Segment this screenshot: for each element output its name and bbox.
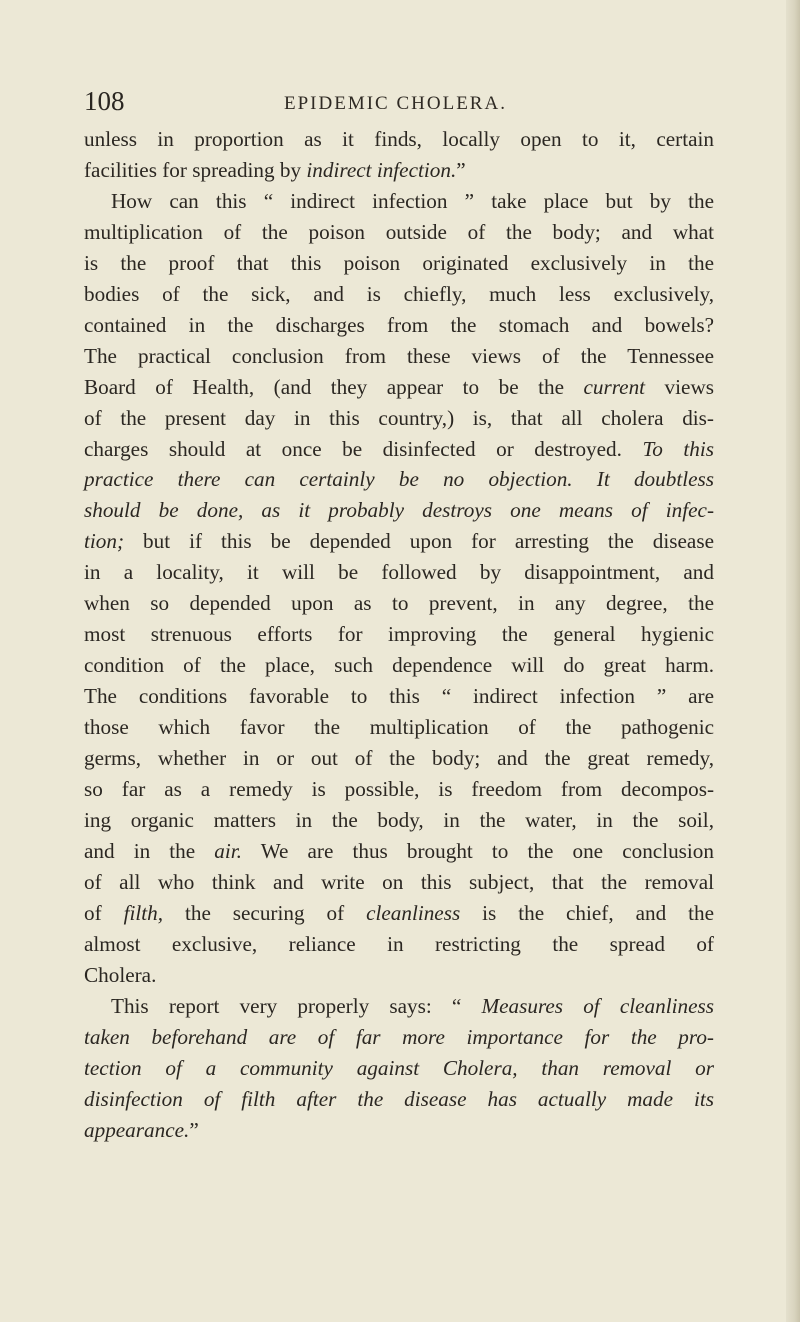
text-line bbox=[84, 1084, 714, 1115]
italic-run: appearance. bbox=[84, 1117, 190, 1142]
text-run: is the chief, and the bbox=[460, 900, 715, 925]
text-run: facilities for spreading by bbox=[84, 157, 307, 182]
text-line bbox=[84, 681, 714, 712]
text-line bbox=[84, 1022, 714, 1053]
text-line bbox=[84, 960, 714, 991]
text-line bbox=[84, 434, 714, 465]
text-run: multiplication of the poison outside of the body; and what bbox=[84, 219, 714, 244]
text-run: in a locality, it will be followed by disappointment, and bbox=[84, 560, 714, 585]
text-run: those which favor the multiplication of the pathogenic bbox=[84, 715, 714, 740]
text-line bbox=[84, 557, 714, 588]
text-line bbox=[84, 1115, 714, 1146]
text-line bbox=[84, 836, 714, 867]
text-line bbox=[84, 403, 714, 434]
text-line bbox=[84, 341, 714, 372]
text-line bbox=[84, 867, 714, 898]
text-line bbox=[84, 929, 714, 960]
text-line bbox=[84, 619, 714, 650]
italic-run: should be done, as it probably destroys one means of infec- bbox=[84, 498, 714, 523]
text-run: but if this be depended upon for arresting the disease bbox=[124, 529, 714, 554]
running-title: EPIDEMIC CHOLERA. bbox=[284, 93, 507, 114]
text-run: The practical conclusion from these views of the Tennessee bbox=[84, 343, 714, 368]
text-run: How can this “ indirect infection ” take place but by the bbox=[111, 188, 714, 213]
page-header bbox=[84, 84, 724, 124]
text-run: unless in proportion as it finds, locally open to it, certain bbox=[84, 127, 714, 151]
text-run: ” bbox=[189, 1117, 199, 1142]
text-run: charges should at once be disinfected or destroyed. bbox=[84, 436, 643, 461]
text-line bbox=[84, 898, 714, 929]
text-run: when so depended upon as to prevent, in any degree, the bbox=[84, 591, 714, 616]
italic-run: air. bbox=[214, 838, 242, 863]
italic-run: filth, bbox=[123, 900, 164, 925]
text-run: views bbox=[645, 374, 714, 399]
text-run: of all who think and write on this subject, that the removal bbox=[84, 869, 714, 894]
text-line bbox=[84, 495, 714, 526]
italic-run: practice there can certainly be no objection. It doubtless bbox=[84, 467, 714, 492]
italic-run: indirect infection. bbox=[306, 157, 457, 182]
text-run: and in the bbox=[84, 838, 215, 863]
text-line bbox=[84, 526, 714, 557]
italic-run: cleanliness bbox=[366, 900, 461, 925]
text-run: ing organic matters in the body, in the water, in the soil, bbox=[84, 807, 714, 832]
body-text bbox=[84, 124, 714, 1145]
text-run: contained in the discharges from the stomach and bowels? bbox=[84, 312, 714, 337]
italic-run: tection of a community against Cholera, than removal or bbox=[84, 1055, 714, 1080]
italic-run: tion; bbox=[84, 529, 125, 554]
text-line bbox=[84, 743, 714, 774]
text-run: The conditions favorable to this “ indirect infection ” are bbox=[84, 684, 714, 709]
text-run: so far as a remedy is possible, is freedom from decompos- bbox=[84, 777, 714, 802]
text-line bbox=[84, 217, 714, 248]
text-line bbox=[84, 1053, 714, 1084]
page-edge bbox=[786, 0, 800, 1322]
text-run: of the present day in this country,) is, that all cholera dis- bbox=[84, 405, 714, 430]
text-line bbox=[84, 279, 714, 310]
text-run: ” bbox=[456, 157, 466, 182]
text-line bbox=[84, 650, 714, 681]
text-run: germs, whether in or out of the body; and the great remedy, bbox=[84, 746, 714, 771]
text-run: Cholera. bbox=[84, 962, 157, 987]
italic-run: taken beforehand are of far more importance for the pro- bbox=[84, 1024, 714, 1049]
text-line bbox=[84, 186, 714, 217]
text-run: is the proof that this poison originated exclusively in the bbox=[84, 250, 714, 275]
italic-run: disinfection of filth after the disease has actually made its bbox=[84, 1086, 714, 1111]
italic-run: To this bbox=[642, 436, 714, 461]
text-run: We are thus brought to the one conclusion bbox=[241, 838, 714, 863]
text-line bbox=[84, 155, 714, 186]
text-run: almost exclusive, reliance in restricting the spread of bbox=[84, 931, 714, 956]
text-run: bodies of the sick, and is chiefly, much less exclusively, bbox=[84, 281, 714, 306]
text-line bbox=[84, 248, 714, 279]
text-run: condition of the place, such dependence will do great harm. bbox=[84, 653, 714, 678]
text-run: the securing of bbox=[163, 900, 367, 925]
text-line bbox=[84, 372, 714, 403]
text-run: This report very properly says: “ bbox=[111, 993, 482, 1018]
page-number: 108 bbox=[84, 86, 125, 116]
text-line bbox=[84, 464, 714, 495]
text-line bbox=[84, 124, 714, 155]
text-run: of bbox=[84, 900, 124, 925]
text-line bbox=[84, 712, 714, 743]
text-line bbox=[84, 991, 714, 1022]
text-line bbox=[84, 805, 714, 836]
text-run: Board of Health, (and they appear to be the bbox=[84, 374, 584, 399]
italic-run: current bbox=[583, 374, 646, 399]
text-line bbox=[84, 588, 714, 619]
text-line bbox=[84, 310, 714, 341]
text-run: most strenuous efforts for improving the general hygienic bbox=[84, 622, 714, 647]
italic-run: Measures of cleanliness bbox=[481, 993, 714, 1018]
text-line bbox=[84, 774, 714, 805]
